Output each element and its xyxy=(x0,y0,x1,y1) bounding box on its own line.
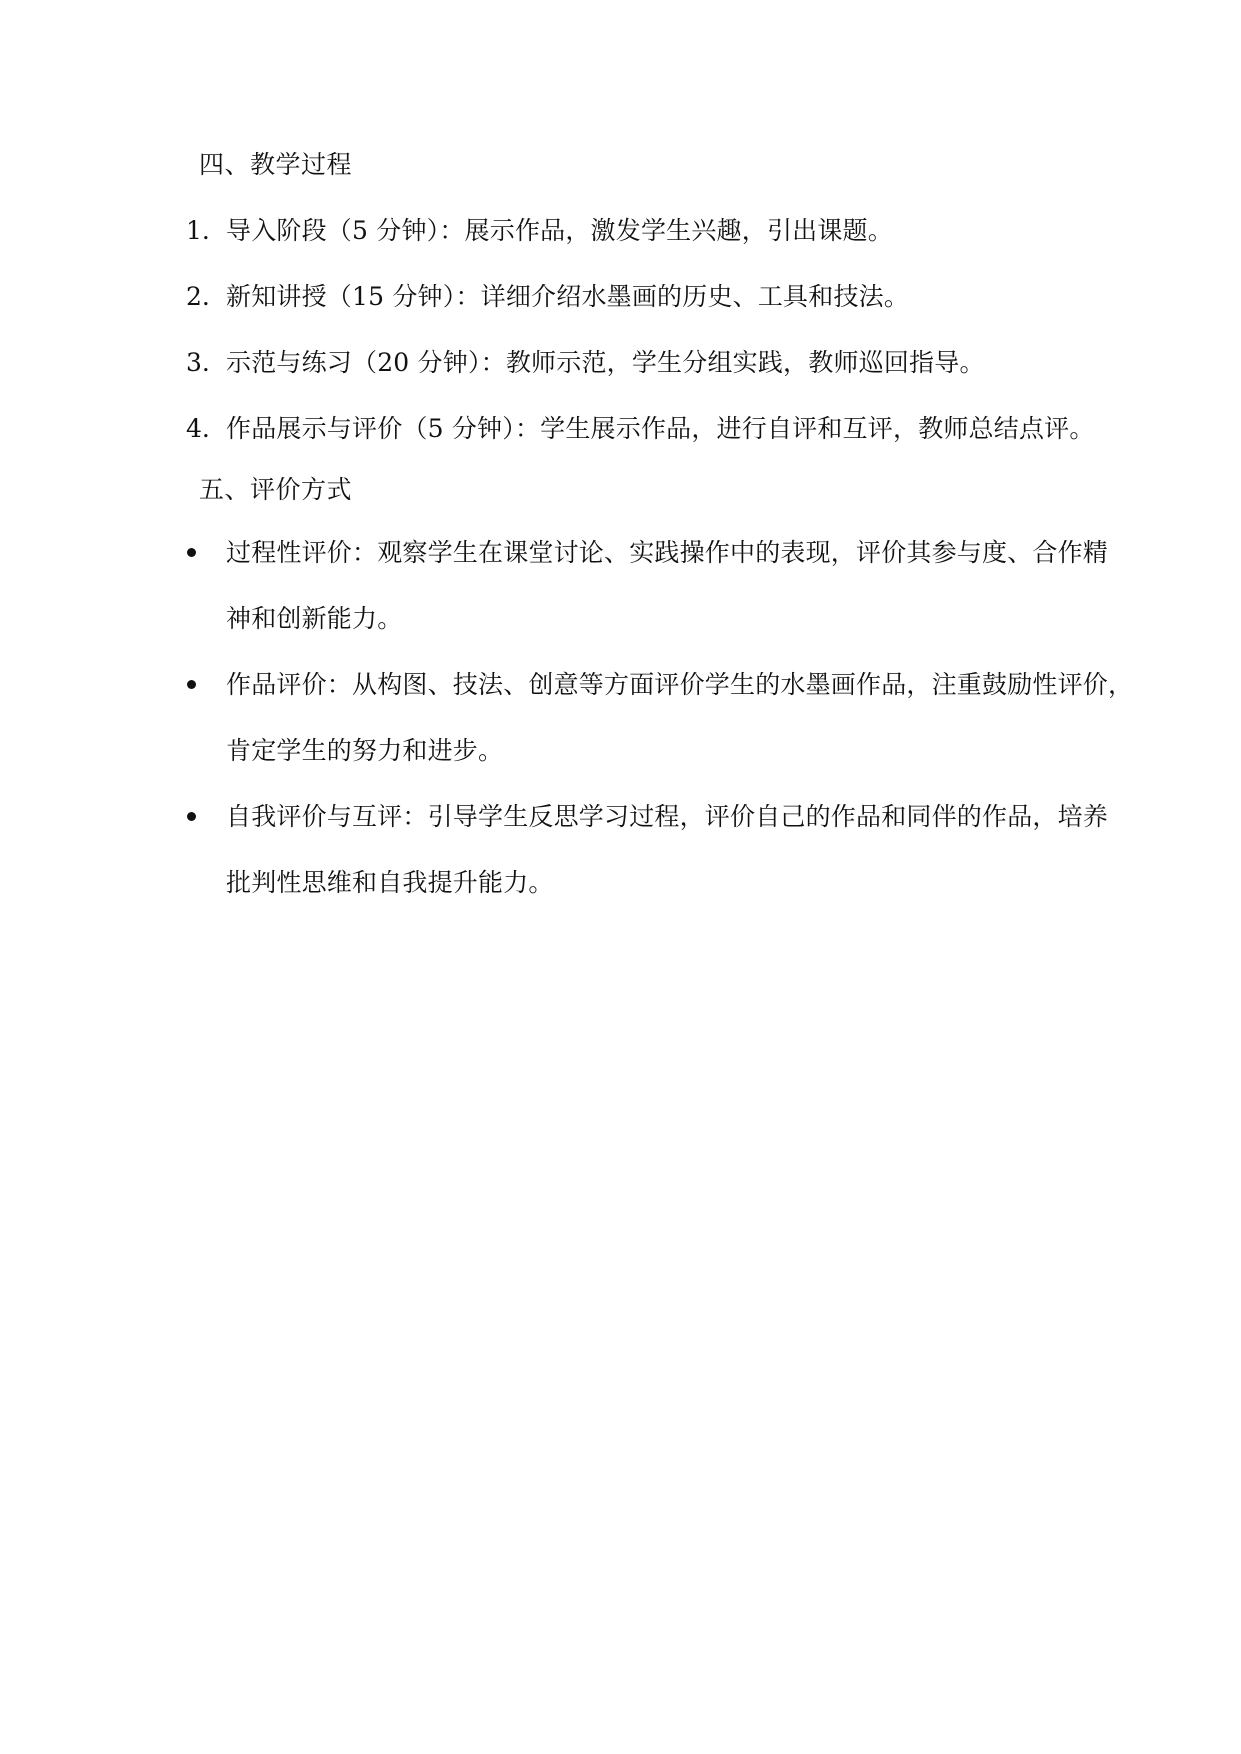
bullet-icon xyxy=(187,680,196,689)
list-item-text: 作品展示与评价（5 分钟）：学生展示作品，进行自评和互评，教师总结点评。 xyxy=(226,414,1095,443)
section-heading-evaluation-methods: 五、评价方式 xyxy=(199,475,353,504)
bullet-icon xyxy=(187,812,196,821)
list-item-text: 新知讲授（15 分钟）：详细介绍水墨画的历史、工具和技法。 xyxy=(226,282,910,311)
list-item-marker: 1. xyxy=(186,216,210,245)
bullet-item-line: 神和创新能力。 xyxy=(226,604,403,633)
bullet-icon xyxy=(187,548,196,557)
list-item-marker: 2. xyxy=(186,282,210,311)
bullet-item-line: 自我评价与互评：引导学生反思学习过程，评价自己的作品和同伴的作品，培养 xyxy=(226,802,1109,831)
bullet-item-line: 过程性评价：观察学生在课堂讨论、实践操作中的表现，评价其参与度、合作精 xyxy=(226,538,1109,567)
bullet-item-line: 作品评价：从构图、技法、创意等方面评价学生的水墨画作品，注重鼓励性评价， xyxy=(226,670,1134,699)
bullet-item-line: 肯定学生的努力和进步。 xyxy=(226,736,504,765)
bullet-item-line: 批判性思维和自我提升能力。 xyxy=(226,868,554,897)
list-item-text: 示范与练习（20 分钟）：教师示范，学生分组实践，教师巡回指导。 xyxy=(226,348,985,377)
section-heading-teaching-process: 四、教学过程 xyxy=(199,150,353,179)
list-item-marker: 3. xyxy=(186,348,210,377)
list-item-text: 导入阶段（5 分钟）：展示作品，激发学生兴趣，引出课题。 xyxy=(226,216,893,245)
list-item-marker: 4. xyxy=(186,414,210,443)
